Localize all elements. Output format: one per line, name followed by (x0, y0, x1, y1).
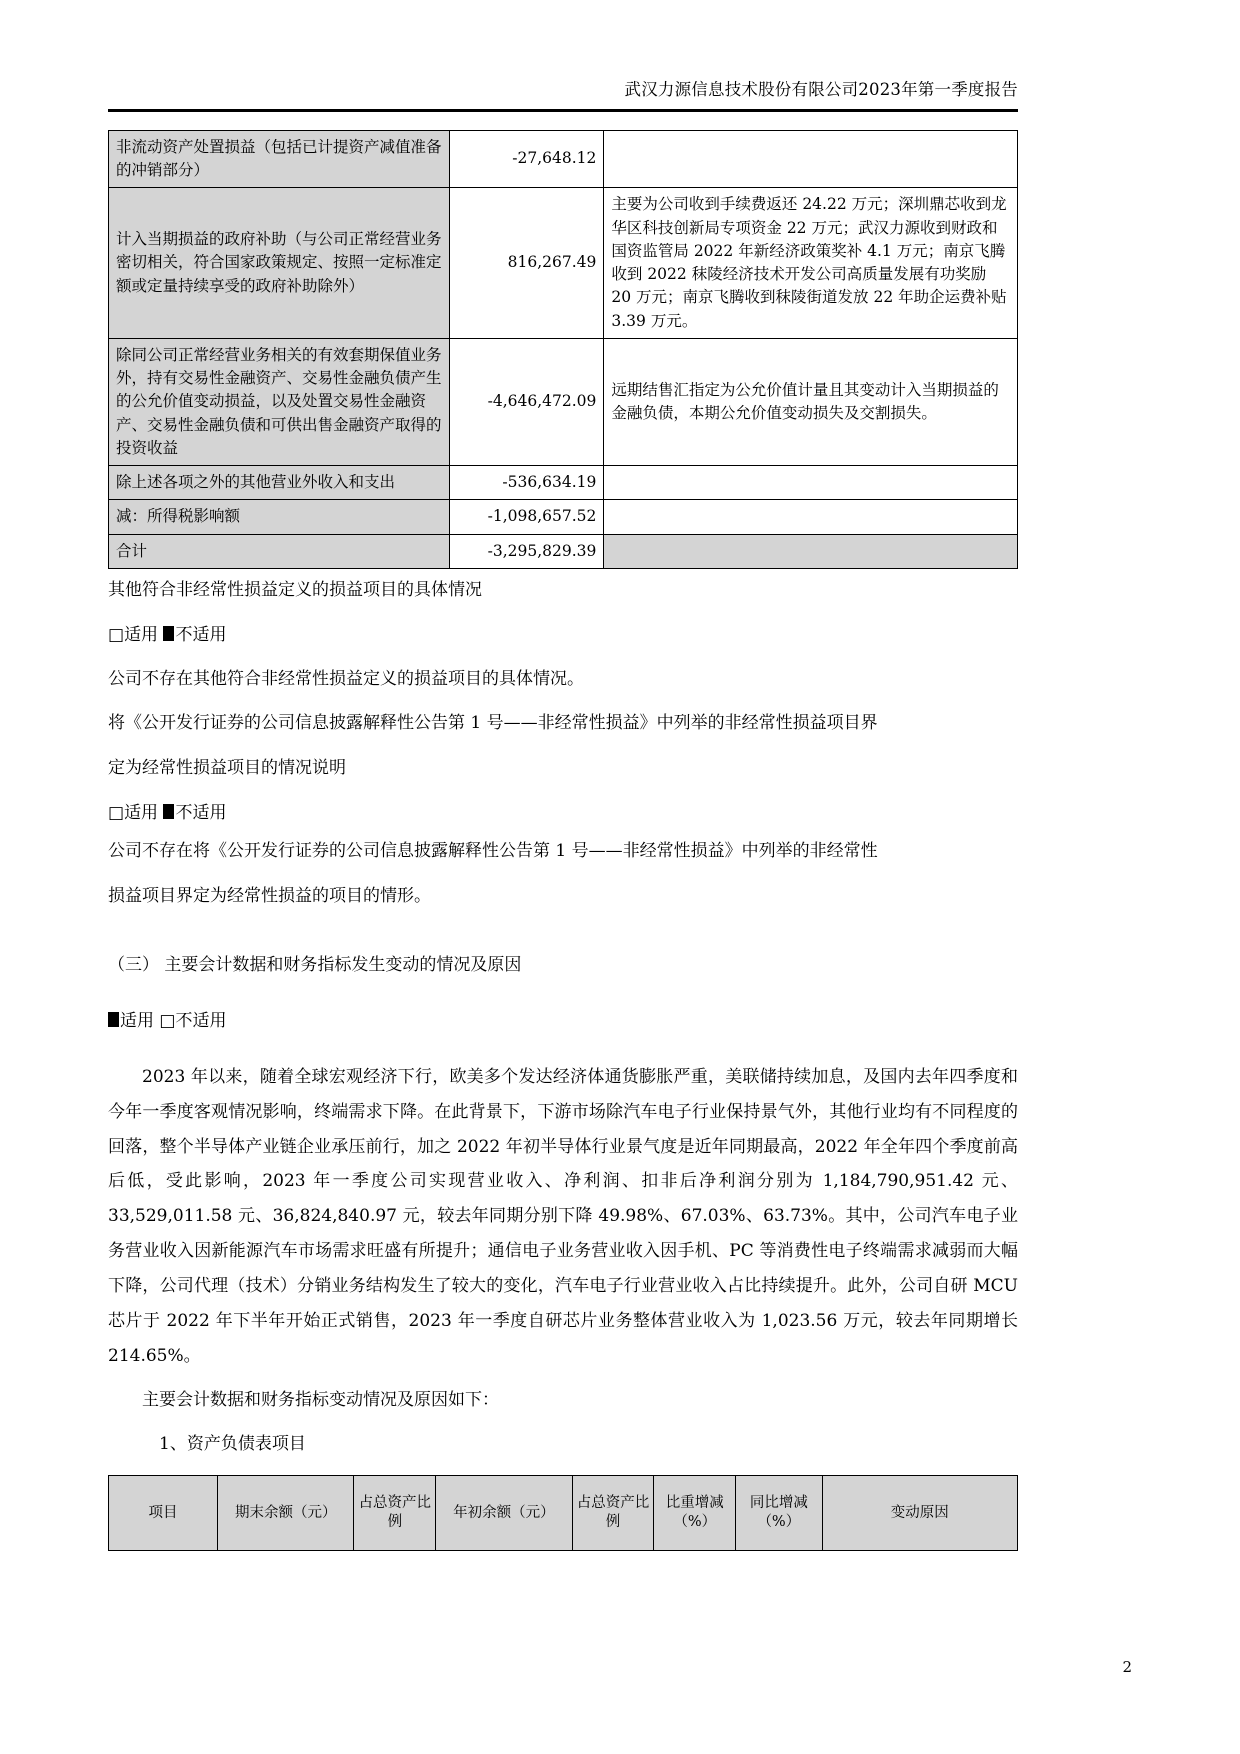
checkbox-filled-icon[interactable] (163, 804, 174, 819)
table-row (109, 338, 1018, 465)
reclassify-title-line-2: 定为经常性损益项目的情况说明 (108, 758, 346, 779)
reclassify-title-line-1: 将《公开发行证券的公司信息披露解释性公告第 1 号——非经常性损益》中列举的非经常性损益项目界 (108, 713, 878, 734)
page-number: 2 (1122, 1658, 1132, 1676)
balance-sheet-table (108, 1475, 1018, 1551)
column-header-begin-balance: 年初余额（元） (436, 1476, 572, 1551)
reclassify-body-line-1: 公司不存在将《公开发行证券的公司信息披露解释性公告第 1 号——非经常性损益》中列举的非经常性 (108, 841, 878, 862)
applicable-label: 适用 (124, 803, 159, 824)
row-item-label: 除同公司正常经营业务相关的有效套期保值业务外，持有交易性金融资产、交易性金融负债产生的公允价值变动损益，以及处置交易性金融资产、交易性金融负债和可供出售金融资产取得的投资收益 (109, 338, 450, 465)
row-amount: -536,634.19 (449, 466, 604, 500)
table-row (109, 500, 1018, 534)
row-note (604, 130, 1018, 188)
column-header-begin-ratio: 占总资产比例 (572, 1476, 654, 1551)
column-header-end-balance: 期末余额（元） (218, 1476, 354, 1551)
row-note (604, 500, 1018, 534)
applicability-line-2 (108, 796, 1018, 830)
changes-intro: 主要会计数据和财务指标变动情况及原因如下： (142, 1390, 499, 1411)
row-item-label: 合计 (109, 534, 450, 568)
row-amount: -1,098,657.52 (449, 500, 604, 534)
not-applicable-label: 不适用 (175, 803, 227, 824)
main-analysis-paragraph: 2023 年以来，随着全球宏观经济下行，欧美多个发达经济体通货膨胀严重，美联储持续加息，及国内去年四季度和今年一季度客观情况影响，终端需求下降。在此背景下，下游市场除汽车电子行业保持景气外，其他行业均有不同程度的回落，整个半导体产业链企业承压前行，加之 2022 年初半导体行业景气度是近年同期最高，2022 年全年四个季度前高后低，受此影响，2023 年一季度公司实现营业收入、净利润、扣非后净利润分别为 1,184,790,951.42 元、33,529,011.58 元、36,824,840.97 元，较去年同期分别下降 49.98%、67.03%、63.73%。其中，公司汽车电子业务营业收入因新能源汽车市场需求旺盛有所提升；通信电子业务营业收入因手机、PC 等消费性电子终端需求减弱而大幅下降，公司代理（技术）分销业务结构发生了较大的变化，汽车电子行业营业收入占比持续提升。此外，公司自研 MCU 芯片于 2022 年下半年开始正式销售，2023 年一季度自研芯片业务整体营业收入为 1,023.56 万元，较去年同期增长 214.65%。 (108, 1066, 1018, 1366)
other-items-title: 其他符合非经常性损益定义的损益项目的具体情况 (108, 579, 482, 600)
checkbox-empty-icon[interactable] (159, 1011, 175, 1031)
column-header-end-ratio: 占总资产比例 (354, 1476, 436, 1551)
row-amount: 816,267.49 (449, 188, 604, 339)
running-header (108, 0, 1018, 103)
other-items-body: 公司不存在其他符合非经常性损益定义的损益项目的具体情况。 (108, 668, 584, 689)
row-note: 主要为公司收到手续费返还 24.22 万元；深圳鼎芯收到龙华区科技创新局专项资金 22 万元；武汉力源收到财政和国资监管局 2022 年新经济政策奖补 4.1 万元；南京飞腾收到 2022 秣陵经济技术开发公司高质量发展有功奖励 20 万元；南京飞腾收到秣陵街道发放 22 年助企运费补贴 3.39 万元。 (604, 188, 1018, 339)
applicable-label: 适用 (124, 624, 159, 645)
column-header-reason: 变动原因 (822, 1476, 1018, 1551)
applicability-line-3 (108, 1004, 1018, 1038)
nonrecurring-items-table (108, 130, 1018, 569)
applicable-label: 适用 (120, 1010, 154, 1031)
table-row (109, 188, 1018, 339)
section-three-heading: （三） 主要会计数据和财务指标发生变动的情况及原因 (108, 954, 522, 975)
checkbox-filled-icon[interactable] (108, 1012, 119, 1027)
checkbox-filled-icon[interactable] (163, 626, 174, 641)
not-applicable-label: 不适用 (175, 1010, 227, 1031)
row-item-label: 计入当期损益的政府补助（与公司正常经营业务密切相关，符合国家政策规定、按照一定标准定额或定量持续享受的政府补助除外） (109, 188, 450, 339)
table-header-row (109, 1476, 1018, 1551)
column-header-item: 项目 (109, 1476, 218, 1551)
row-item-label: 非流动资产处置损益（包括已计提资产减值准备的冲销部分） (109, 130, 450, 188)
subsection-one-title: 1、资产负债表项目 (159, 1434, 306, 1455)
row-note: 远期结售汇指定为公允价值计量且其变动计入当期损益的金融负债，本期公允价值变动损失及交割损失。 (604, 338, 1018, 465)
table-row (109, 466, 1018, 500)
page-content (108, 0, 1018, 1551)
header-divider (108, 109, 1018, 112)
applicability-line-1 (108, 618, 1018, 652)
row-amount: -27,648.12 (449, 130, 604, 188)
row-item-label: 减：所得税影响额 (109, 500, 450, 534)
reclassify-body-line-2: 损益项目界定为经常性损益的项目的情形。 (108, 885, 431, 906)
row-note (604, 534, 1018, 568)
checkbox-empty-icon[interactable] (108, 803, 124, 823)
row-note (604, 466, 1018, 500)
not-applicable-label: 不适用 (175, 624, 227, 645)
row-item-label: 除上述各项之外的其他营业外收入和支出 (109, 466, 450, 500)
table-row (109, 130, 1018, 188)
column-header-yoy-change: 同比增减（%） (736, 1476, 822, 1551)
row-amount: -4,646,472.09 (449, 338, 604, 465)
running-header-title: 武汉力源信息技术股份有限公司2023年第一季度报告 (624, 80, 1018, 99)
row-amount: -3,295,829.39 (449, 534, 604, 568)
table-row (109, 534, 1018, 568)
column-header-ratio-change: 比重增减（%） (654, 1476, 736, 1551)
checkbox-empty-icon[interactable] (108, 625, 124, 645)
